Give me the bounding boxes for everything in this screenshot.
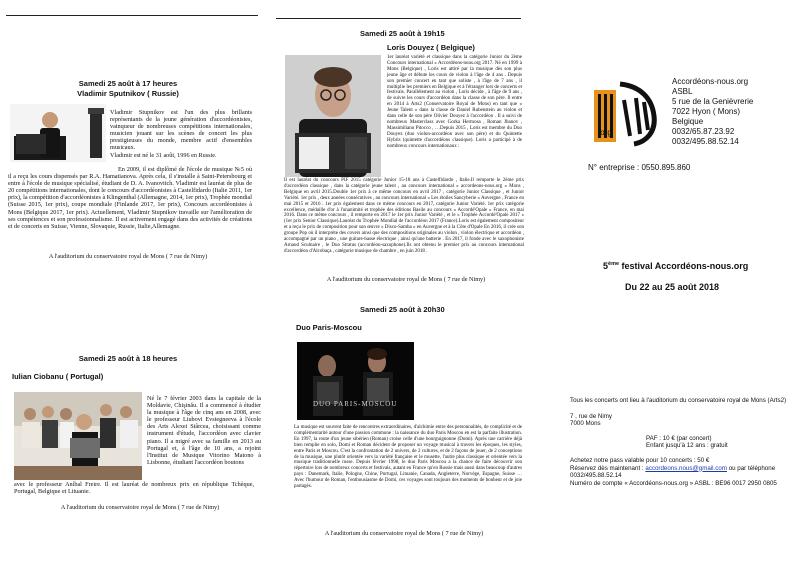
duo-photo-caption: DUO PARIS-MOSCOU: [313, 400, 398, 408]
concert-4-date: Samedi 25 août à 20h30: [360, 305, 445, 314]
festival-dates: Du 22 au 25 août 2018: [625, 282, 720, 292]
concert-3-date: Samedi 25 août à 19h15: [360, 29, 445, 38]
org-name: Accordéons-nous.org: [672, 77, 749, 86]
info-email-link[interactable]: accordeons.nous@gmail.com: [645, 464, 727, 472]
festival-ordinal-suffix: ème: [608, 261, 620, 267]
concert-2-bio-side: Né le 7 février 2003 dans la capitale de la Moldavie, Chişinău. Il a commencé à étudier la musique à l'âge de cinq ans en 2008, avec le professeur Liubovi Evstegneeva à l'école des Arts Alexei Stârcea, choisissant comme instrument d'étude, l'accordéon avec clavier piano. Il a migré avec sa famille en 2013 au Portugal et, à l'âge de 10 ans, a rejoint l'Institut de Musique Vitorino Matono à Lisbonne, étudiant l'accordéon boutons: [147, 395, 261, 466]
logo-graphic: [586, 76, 664, 152]
concert-1-bio-top: Vladimir Stupnikov est l'un des plus brillants représentants de la jeune génération d'accordéonistes, vainqueur de nombreuses compétitions internationales, musicien jouant sur les scènes de concert les plus prestigieuses du monde, membre actif d'ensembles musicaux.: [110, 109, 252, 152]
info-paf: PAF : 10 € (par concert): [646, 434, 712, 442]
info-account: Numéro de compte « Accordéons-nous.org » ASBL : BE96 0017 2950 0805: [570, 479, 777, 487]
org-country: Belgique: [672, 117, 704, 126]
logo-suffix: .org: [598, 128, 612, 137]
concert-3-bio-side: 1er lauréat variété et classique dans la catégorie Junior du 2ème Concours international « Accordéons-nous.org 2017. Né en 1999 à Mons (Belgique) , Loris est attiré par la musique dès son plus jeune âge et débute les cours de violon à l'âge de 4 ans . Depuis son premier concert en tant que soliste , à l'âge de 7 ans , il multiplie les premiers en Belgique et à l'étranger lors de concerts et festivals. Parallèlement au violon , Loris décide , à l'âge de 9 ans , de suivre les cours d'accordéon dans la classe de son père. Il entre en 2014 à Arts2 (Conservatoire Royal de Mons) en tant que « Jeune Talent » dans la classe de Daniel Rubenstein au violon et dans celle de son père Olivier Douyez à l'accordéon . Il a suivi de nombreux Masterclass avec Gorka Hermosa , Roman Jbanov , Massimiliano Pitocco , …Depuis 2015 , Loris est membre du Duo Douyez (duo violon-accordéon avec son père) et du Quintette Hybris (quintette d'accordéons classique). Loris a participé à de nombreux concours internationaux :: [387, 55, 522, 149]
concert-4-artist: Duo Paris-Moscou: [296, 323, 362, 332]
org-form: ASBL: [672, 87, 693, 96]
practical-info: [570, 397, 796, 487]
info-phone: 0032/495.88.52.14: [570, 472, 622, 480]
concert-1-artist: Vladimir Sputnikov ( Russie): [77, 89, 179, 98]
org-address: [672, 77, 798, 147]
concert-3-artist: Loris Douyez ( Belgique): [387, 43, 475, 52]
info-pass: Achetez notre pass valable pour 10 concerts : 50 €: [570, 456, 710, 464]
info-reserve-label: Réservez dès maintenant :: [570, 464, 644, 472]
festival-title: [603, 261, 748, 271]
org-street: 5 rue de la Genièvrerie: [672, 97, 754, 106]
info-phone-suffix: ou par téléphone: [728, 464, 776, 472]
concert-4-bio: La musique est souvent faite de rencontres extraordinaires, d'alchimie entre des personnalités, de complicité et de complémentarité autour d'une passion commune : la naissance du duo Paris Moscou en est la parfaite illustration. En 1997, la route d'un jeune sibérien (Roman) croise celle d'une bourguignonne (Domi). Après une carrière déjà bien remplie en solo, Domi et Roman décident de proposer un voyage musical à travers les époques, les styles, entre Paris et Moscou. C'est la confrontation de 2 univers, de 2 cultures, et de 2 façons de jouer, de 2 conceptions de la musique, une plutôt orientée vers la variété française et le musette, l'autre plus classique et orientée vers la musique traditionnelle russe. Depuis février 1998, le duo Paris Moscou a la chance de faire découvrir son répertoire lors de nombreux concerts et festivals, autant en France qu'en Russie mais aussi dans beaucoup d'autres pays : Danemark, Italie, Pologne, Chine, Portugal, Lituanie, Canada, Angleterre, Norvège, Espagne, Suisse … Avec l'humour de Roman, l'enthousiasme de Domi, ces voyages sont toujours des moments de bonheur et de joie partagés.: [294, 425, 522, 490]
photo-duo: [297, 342, 414, 420]
concert-2-bio-bottom: avec le professeur Aníbal Freire. Il est lauréat de nombreux prix en république Tchèque, Portugal, Belgique et Lituanie.: [14, 481, 254, 496]
org-phone-1: 0032/65.87.23.92: [672, 127, 735, 136]
top-rule-middle: [276, 18, 521, 19]
concert-2-artist: Iulian Ciobanu ( Portugal): [12, 372, 104, 381]
photo-vladimir: [10, 104, 106, 162]
org-city: 7022 Hyon ( Mons): [672, 107, 741, 116]
concert-1-bio-full: En 2009, il est diplômé de l'école de musique №5 où il a reçu les cours dispensés par R.A. Hamatianova. Après cela, il s'installe à Saint-Petersbourg et entre à l'école de musique spécialisé, étudiant de D. A. Ivanovitch. Vladimir est lauréat de plus de 20 compétitions internationales, dont le concours d'accordéonistes à Castelfidardo (Italie 2011, 1er prix), la compétition d'accordéonistes à Klingenthal (Allemagne, 2014, 1er prix), Trophée mondial (Suisse 2015, 1er prix), coupe mondiale (Finlande 2017, 1er prix), Concours accordéonistes à Mons (Belgique 2017, 1er prix). Actuellement, Vladimir Stupnikov travaille sur l'amélioration de ses compétences et son professionnalisme. Il est activement engagé dans des activités de créations et de concerts en Suisse, Vienne, Slovaquie, Russie, Italie,Allemagne.: [8, 166, 253, 230]
photo-iulian: [14, 392, 142, 480]
org-enterprise-number: N° entreprise : 0550.895.860: [588, 163, 691, 172]
concert-3-venue: A l'auditorium du conservatoire royal de Mons ( 7 rue de Nimy): [326, 276, 486, 283]
concert-1: [8, 79, 248, 98]
concert-2-date: Samedi 25 août à 18 heures: [78, 354, 178, 363]
info-city: 7000 Mons: [570, 420, 601, 428]
logo: [586, 76, 664, 152]
festival-ordinal: 5: [603, 261, 609, 271]
concert-3-bio-full: Il est lauréat du concours PIF 2015 catégorie Junior 15-18 ans à Castelfidardo , Italie.Il remporte le 2ème prix d'accordéon classique , dans la catégorie jeune talent , au concours international « accordeons-nous.org » Mons , Belgique en avril 2015.Double 1er prix à ce même concours en avril 2017 , catégorie Junior Classique , et Junior Variété. 1er prix , deux années consécutives , au concours international « Les étoiles Sancyberie » Auvergne , France en mai 2015 et 2016 . 1er prix également dans ce même concours en 2017, catégorie Junior Variété. 1er prix catégorie excellence, médaille d'or à l'unanimité et trophée des éditions Basile au concours « Accordé'Opale » France, en mai 2016. Dans ce même concours , il remporte en 2017 le 1er prix Junior Variété , et le « Trophée Accordé'Opale 2017 » (1er prix Senior Classique).Lauréat du Trophée Mondial de l'accordéon 2017 (France).Loris est également compositeur et a reçu le prix de composition pour son œuvre « Disco-Samba » en Auvergne et à la Côte d'Opale En 2016, il crée son groupe Pop où il interprète des covers ainsi que des compositions originales au violon , violon électrique et accordéon , accompagné par un piano , une guitare-basse électrique , ainsi qu'une batterie . En 2017, il fonde avec le saxophoniste Arnaud Sculnaire , le Duo Stratus (accordéon-saxophone).Ils ont obtenu le premier prix au concours international d'accordéon d'Alcobaça , catégorie musique de chambre , en juin 2018 .: [284, 178, 524, 254]
info-reserve: [570, 465, 796, 473]
concert-2: [8, 354, 248, 363]
photo-loris: [285, 55, 381, 177]
concert-1-venue: A l'auditorium du conservatoire royal de Mons ( 7 rue de Nimy): [48, 253, 208, 260]
info-children: Enfant jusqu'à 12 ans : gratuit: [646, 442, 728, 450]
concert-1-bio-born: Vladimir est né le 31 août, 1996 en Russie.: [110, 151, 217, 159]
festival-name: festival Accordéons-nous.org: [621, 261, 749, 271]
concert-4-venue: A l'auditorium du conservatoire royal de Mons ( 7 rue de Nimy): [324, 530, 484, 537]
info-street: 7 , rue de Nimy: [570, 412, 612, 420]
org-phone-2: 0032/495.88.52.14: [672, 137, 739, 146]
top-rule-left: [6, 15, 258, 16]
concert-2-venue: A l'auditorium du conservatoire royal de Mons ( 7 rue de Nimy): [60, 504, 220, 511]
info-intro: Tous les concerts ont lieu à l'auditorium du conservatoire royal de Mons (Arts2): [570, 397, 787, 404]
concert-1-date: Samedi 25 août à 17 heures: [78, 79, 178, 88]
